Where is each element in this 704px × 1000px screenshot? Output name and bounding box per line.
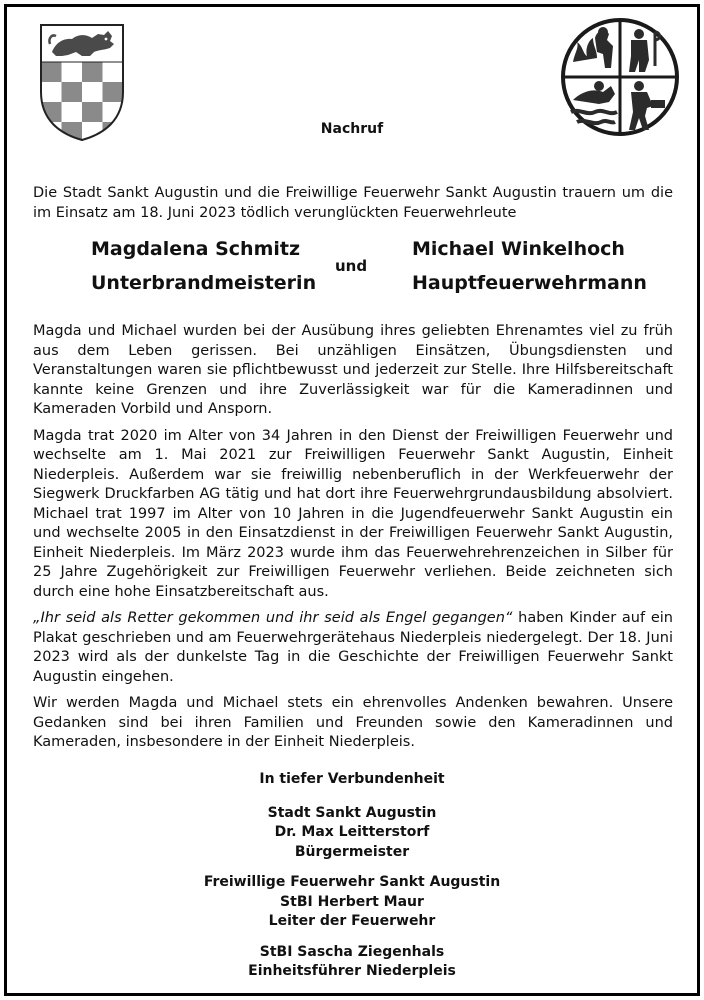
paragraph-remembrance: Wir werden Magda und Michael stets ein ehrenvolles Andenken bewahren. Unsere Gedanken sind bei ihren Familien und Freunden sowie den Kameradinnen und Kameraden, insbesondere in der Einheit Niederpleis. — [33, 695, 673, 750]
closing-line: In tiefer Verbundenheit — [259, 771, 445, 787]
city-role: Bürgermeister — [294, 843, 410, 860]
intro-paragraph: Die Stadt Sankt Augustin und die Freiwillige Feuerwehr Sankt Augustin trauern um die im Einsatz am 18. Juni 2023 tödlich verunglückten Feuerwehrleute — [33, 185, 673, 221]
city-org: Stadt Sankt Augustin — [267, 804, 437, 821]
firefighter-emblem-icon — [559, 16, 681, 138]
fire-dept-org: Freiwillige Feuerwehr Sankt Augustin — [203, 874, 501, 890]
paragraph-quote — [33, 609, 673, 687]
paragraph-tribute: Magda und Michael wurden bei der Ausübung ihres geliebten Ehrenamtes viel zu früh aus dem Leben gerissen. Bei unzähligen Einsätzen, Übungsdiensten und Veranstaltungen waren sie pflichtbewusst und jederzeit zur Stelle. Ihre Hilfsbereitschaft kannte keine Grenzen und ihre Zuverlässigkeit war für die Kameradinnen und Kameraden Vorbild und Ansporn. — [33, 323, 673, 417]
unit-person: StBI Sascha Ziegenhals — [259, 943, 445, 960]
conjunction: und — [335, 257, 368, 275]
city-person: Dr. Max Leitterstorf — [274, 824, 430, 840]
person-2-name: Michael Winkelhoch — [412, 238, 625, 260]
obituary-body — [33, 322, 673, 753]
fire-dept-role: Leiter der Feuerwehr — [268, 913, 436, 929]
signature-block — [0, 770, 704, 993]
person-2-rank: Hauptfeuerwehrmann — [412, 272, 647, 294]
quote-continuation: haben Kinder auf ein Plakat geschrieben und am Feuerwehrgerätehaus Niederpleis niedergelegt. Der 18. Juni 2023 wird als der dunkelste Tag in die Geschichte der Freiwilligen Feuerwehr Sankt Augustin eingehen. — [33, 610, 673, 685]
unit-role: Einheitsführer Niederpleis — [248, 963, 456, 979]
fire-dept-person: StBI Herbert Maur — [280, 893, 424, 910]
page-title: Nachruf — [320, 121, 384, 137]
children-quote: „Ihr seid als Retter gekommen und ihr seid als Engel gegangen“ — [33, 610, 513, 626]
paragraph-biography: Magda trat 2020 im Alter von 34 Jahren in den Dienst der Freiwilligen Feuerwehr und wechselte am 1. Mai 2021 zur Freiwilligen Feuerwehr Sankt Augustin, Einheit Niederpleis. Außerdem war sie freiwillig nebenberuflich in der Werkfeuerwehr der Siegwerk Druckfarben AG tätig und hat dort ihre Feuerwehrgrundausbildung absolviert. Michael trat 1997 im Alter von 10 Jahren in die Jugendfeuerwehr Sankt Augustin ein und wechselte 2005 in den Einsatzdienst in der Freiwilligen Feuerwehr Sankt Augustin, Einheit Niederpleis. Im März 2023 wurde ihm das Feuerwehrehrenzeichen in Silber für 25 Jahre Zugehörigkeit zur Freiwilligen Feuerwehr verliehen. Beide zeichneten sich durch eine hohe Einsatzbereitschaft aus. — [33, 427, 673, 600]
person-1-name: Magdalena Schmitz — [91, 238, 301, 260]
person-1-rank: Unterbrandmeisterin — [91, 272, 317, 294]
